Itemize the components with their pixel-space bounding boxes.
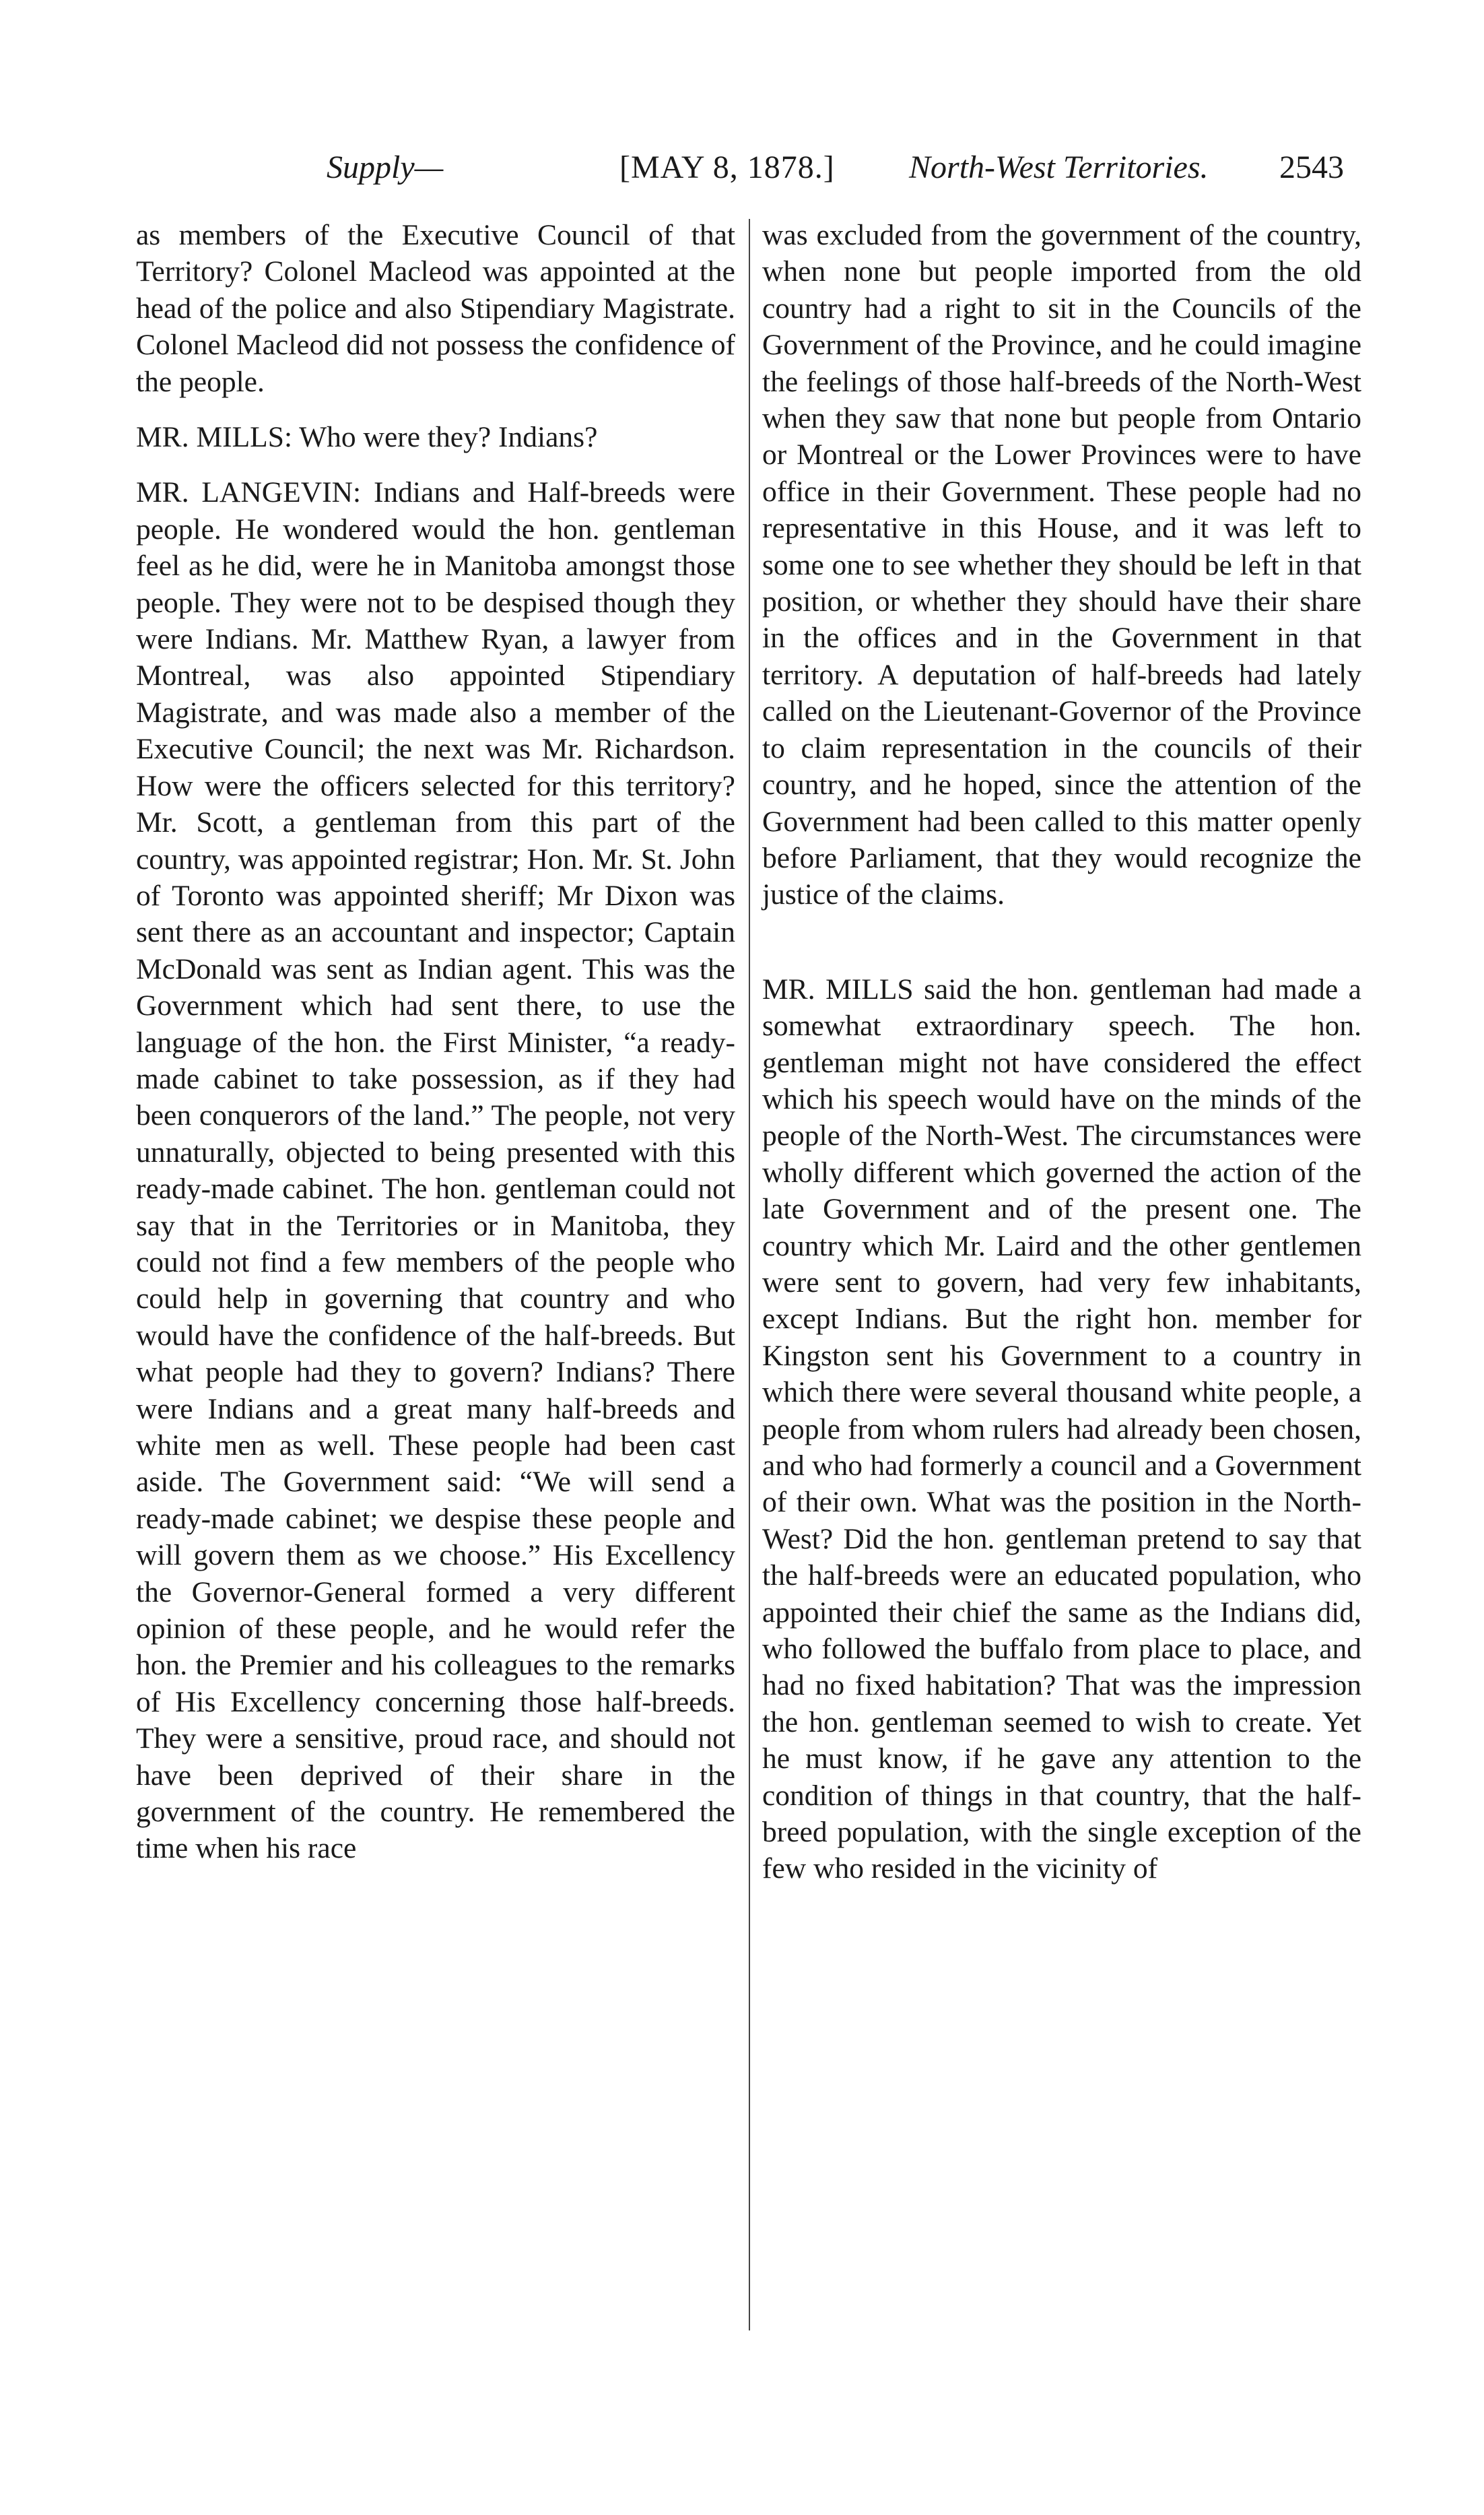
column-divider: [749, 219, 750, 2330]
paragraph: was excluded from the government of the country, when none but people imported from the old country had a right to sit in the Councils of the Government of the Province, and he could imagine the feelings of those half-breeds of the North-West when they saw that none but people from Ontario or Montreal or the Lower Provinces were to have office in their Government. These people had no representative in this House, and it was left to some one to see whether they should be left in that position, or whether they should have their share in the offices and in the Government in that territory. A deputation of half-breeds had lately called on the Lieutenant-Governor of the Province to claim representation in the councils of their country, and he hoped, since the attention of the Government had been called to this matter openly before Parliament, that they would recognize the justice of the claims.: [762, 219, 1361, 911]
paragraph: [762, 971, 1361, 1887]
paragraph: [136, 419, 735, 455]
paragraph: as members of the Executive Council of that Territory? Colonel Macleod was appointed at the head of the police and also Stipendiary Magistrate. Colonel Macleod did not possess the confidence of the people.: [136, 219, 735, 398]
right-column: [762, 217, 1361, 1887]
header-section: Supply—: [327, 150, 444, 185]
paragraph: [136, 474, 735, 1866]
page-number: 2543: [1279, 150, 1344, 185]
header-title: North-West Territories.: [909, 150, 1209, 185]
left-column: [136, 217, 735, 1867]
speech-text: Indians and Half-breeds were people. He wondered would the hon. gentleman feel as he did, were he in Manitoba amongst those people. They were not to be despised though they were Indians. Mr. Matthew Ryan, a lawyer from Montreal, was also appointed Stipendiary Magistrate, and was made also a member of the Executive Council; the next was Mr. Richardson. How were the officers selected for this territory? Mr. Scott, a gentleman from this part of the country, was appointed registrar; Hon. Mr. St. John of Toronto was appointed sheriff; Mr Dixon was sent there as an accountant and inspector; Captain McDonald was sent as Indian agent. This was the Government which had sent there, to use the language of the hon. the First Minister, “a ready-made cabinet to take possession, as if they had been conquerors of the land.” The people, not very unnaturally, objected to being presented with this ready-made cabinet. The hon. gentleman could not say that in the Territories or in Manitoba, they could not find a few members of the people who could help in governing that country and who would have the confidence of the half-breeds. But what people had they to govern? Indians? There were Indians and a great many half-breeds and white men as well. These people had been cast aside. The Government said: “We will send a ready-made cabinet; we despise these people and will govern them as we choose.” His Excellency the Governor-General formed a very different opinion of these people, and he would refer the hon. the Premier and his colleagues to the remarks of His Excellency concerning those half-breeds. They were a sensitive, proud race, and should not have been deprived of their share in the government of the country. He remembered the time when his race: [136, 476, 736, 1865]
header-date: [MAY 8, 1878.]: [619, 150, 835, 185]
speaker-name: MR. LANGEVIN:: [136, 476, 362, 509]
running-header: [135, 144, 1368, 191]
speaker-name: MR. MILLS: [762, 973, 914, 1006]
speaker-name: MR. MILLS:: [136, 421, 293, 454]
speech-text: Who were they? Indians?: [292, 421, 598, 454]
speech-text: said the hon. gentleman had made a somewhat extraordinary speech. The hon. gentleman might not have considered the effect which his speech would have on the minds of the people of the North-West. The circumstances were wholly different which governed the action of the late Government and of the present one. The country which Mr. Laird and the other gentlemen were sent to govern, had very few inhabitants, except Indians. But the right hon. member for Kingston sent his Government to a country in which there were several thousand white people, a people from whom rulers had already been chosen, and who had formerly a council and a Government of their own. What was the position in the North-West? Did the hon. gentleman pretend to say that the half-breeds were an educated population, who appointed their chief the same as the Indians did, who followed the buffalo from place to place, and had no fixed habitation? That was the impression the hon. gentleman seemed to wish to create. Yet he must know, if he gave any attention to the condition of things in that country, that the half-breed population, with the single exception of the few who resided in the vicinity of: [762, 973, 1361, 1885]
